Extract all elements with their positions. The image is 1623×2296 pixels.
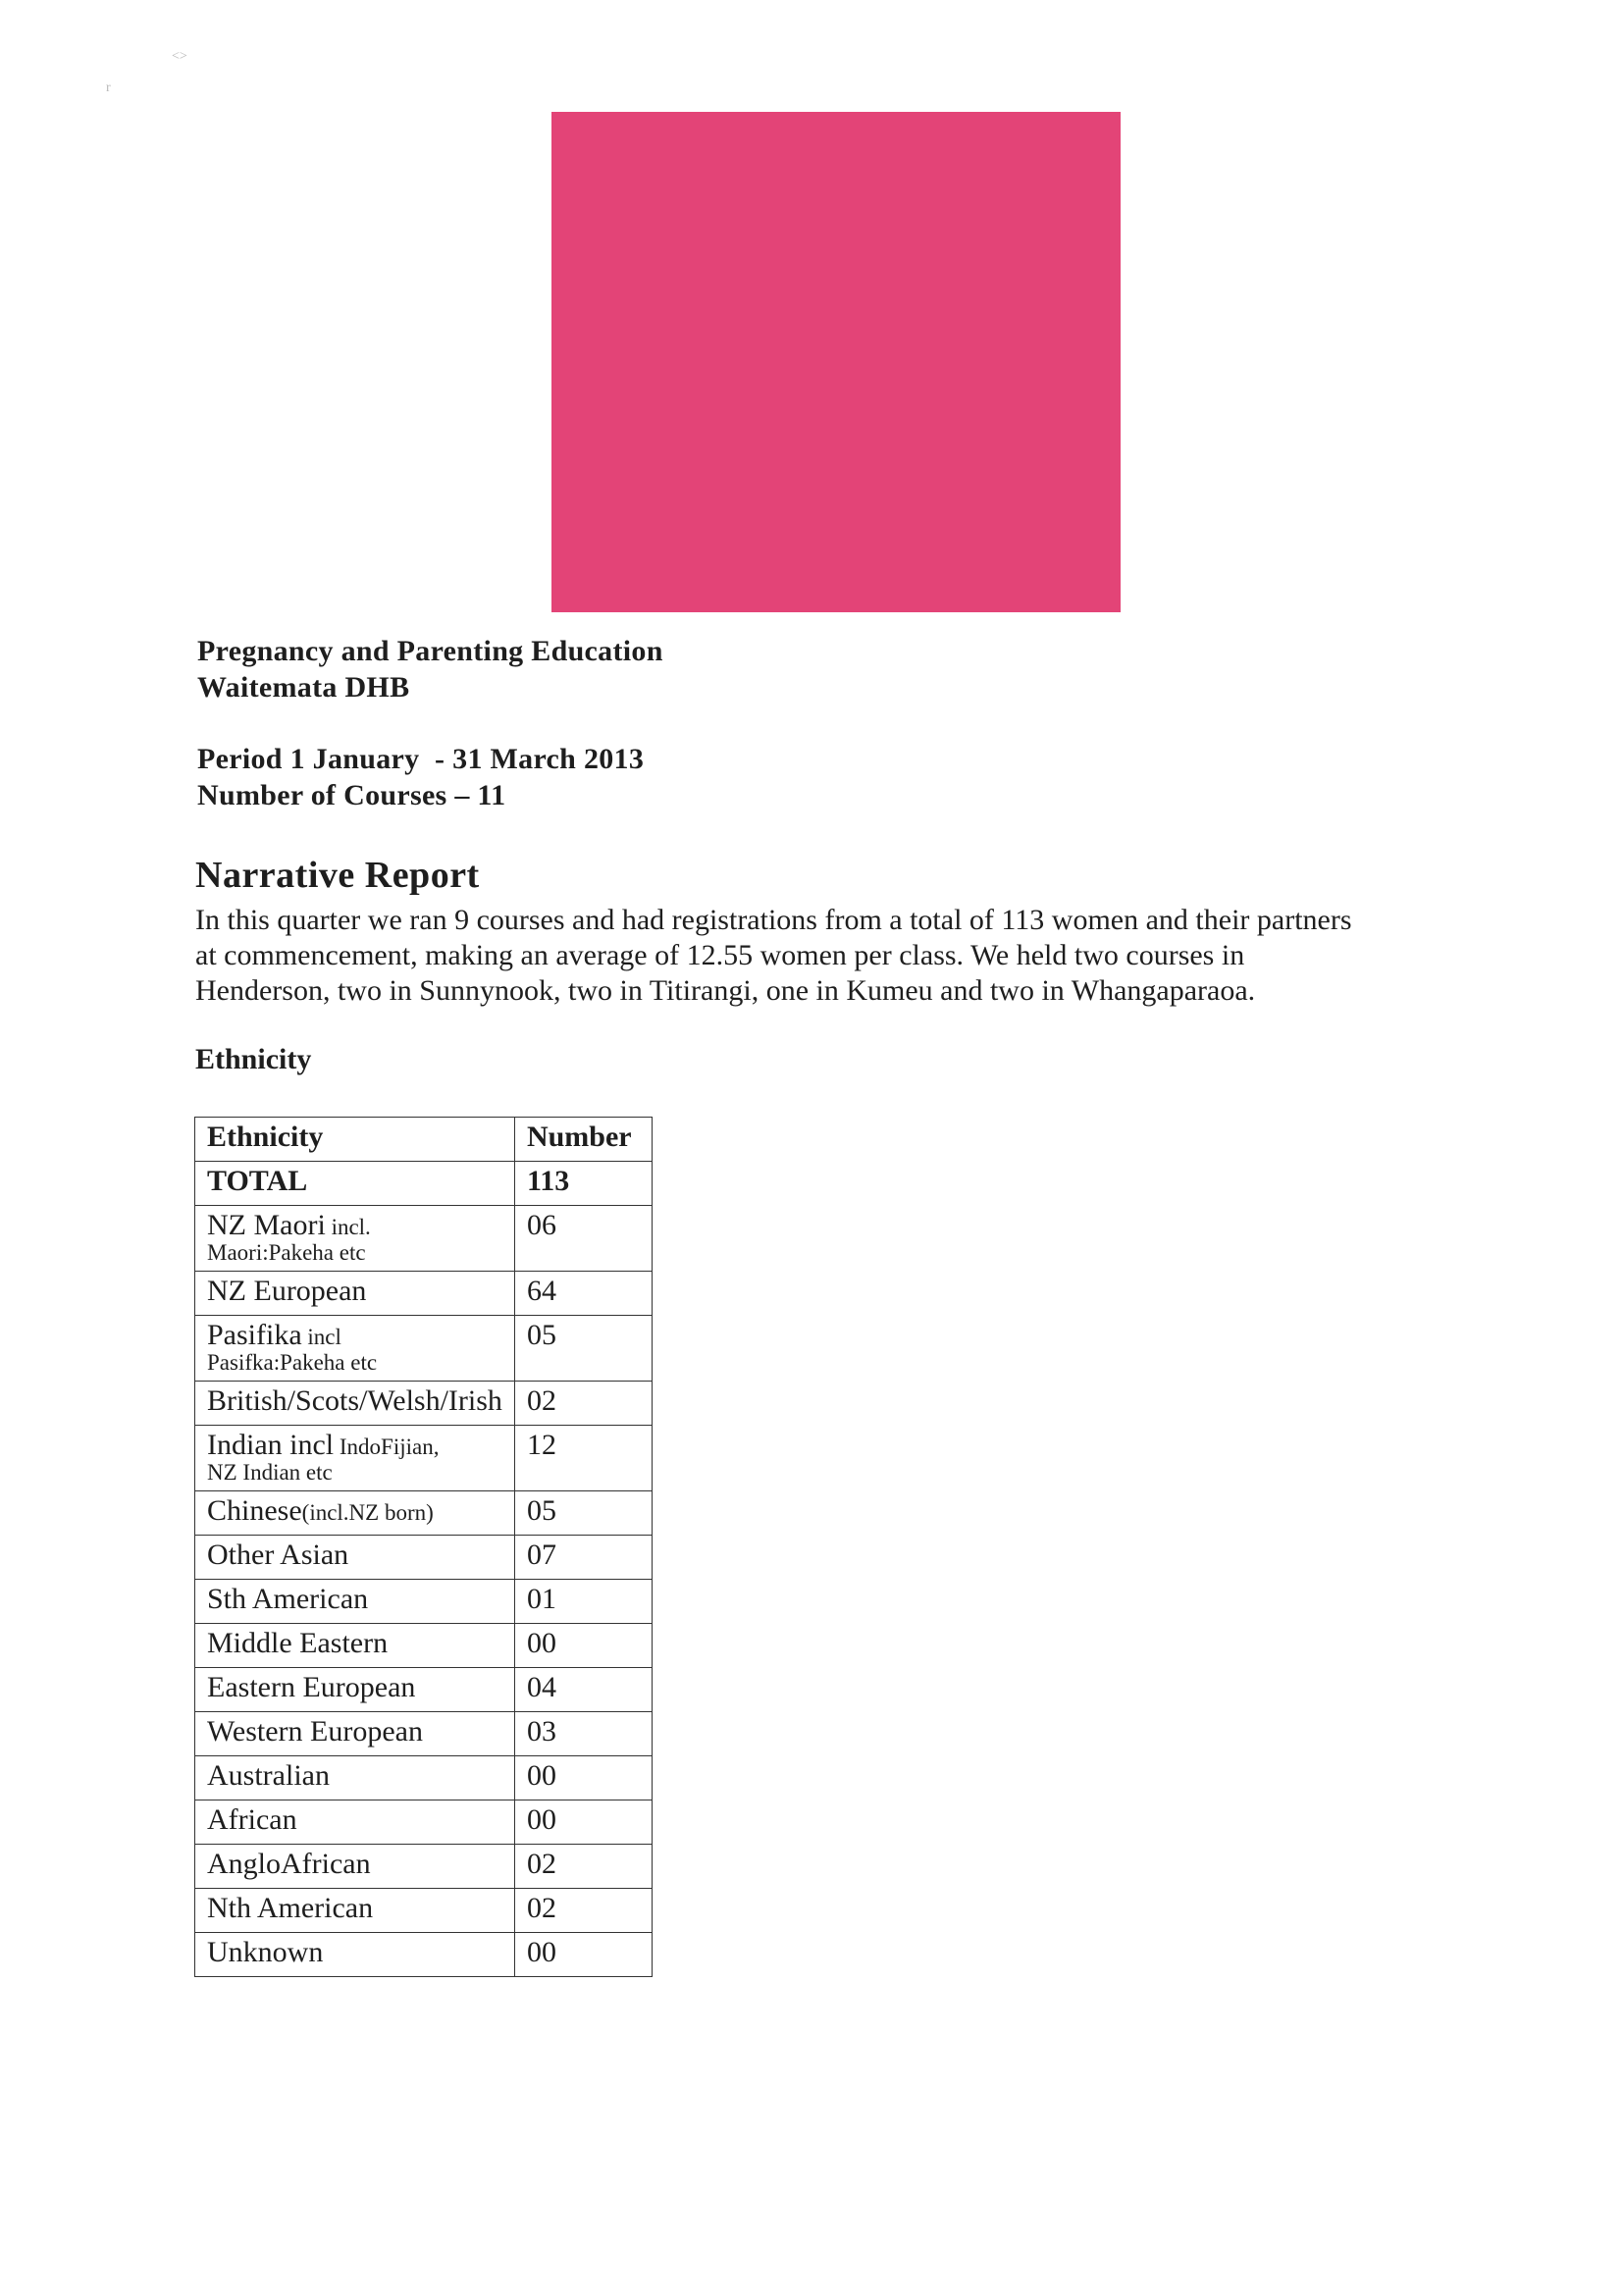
table-row (195, 1536, 653, 1580)
ethnicity-cell (195, 1272, 515, 1316)
table-row (195, 1933, 653, 1977)
ethnicity-subtext: Pasifka:Pakeha etc (207, 1350, 378, 1375)
header-number: Number (514, 1118, 652, 1162)
program-title: Pregnancy and Parenting Education (197, 635, 663, 667)
number-cell: 02 (514, 1845, 652, 1889)
ethnicity-cell (195, 1536, 515, 1580)
total-label: TOTAL (195, 1162, 515, 1206)
ethnicity-label: Western European (207, 1715, 423, 1748)
ethnicity-qualifier: incl (301, 1325, 341, 1349)
ethnicity-qualifier: IndoFijian, (334, 1435, 440, 1459)
table-row (195, 1426, 653, 1491)
ethnicity-label: Sth American (207, 1583, 369, 1615)
number-cell: 64 (514, 1272, 652, 1316)
table-row (195, 1580, 653, 1624)
number-cell: 01 (514, 1580, 652, 1624)
ethnicity-label: Middle Eastern (207, 1627, 389, 1659)
ethnicity-label: Other Asian (207, 1539, 349, 1571)
table-row (195, 1624, 653, 1668)
table-row (195, 1845, 653, 1889)
number-cell: 00 (514, 1800, 652, 1845)
period-line: Period 1 January - 31 March 2013 (197, 743, 645, 775)
period-heading (197, 741, 644, 813)
ethnicity-subtext: NZ Indian etc (207, 1460, 333, 1485)
ethnicity-cell (195, 1316, 515, 1382)
ethnicity-cell (195, 1426, 515, 1491)
total-row (195, 1162, 653, 1206)
total-value: 113 (514, 1162, 652, 1206)
number-cell: 04 (514, 1668, 652, 1712)
ethnicity-cell (195, 1756, 515, 1800)
table-row (195, 1272, 653, 1316)
ethnicity-label: African (207, 1803, 297, 1836)
table-row (195, 1382, 653, 1426)
table-row (195, 1712, 653, 1756)
table-row (195, 1756, 653, 1800)
ethnicity-label: Ethnicity (195, 1043, 312, 1075)
ethnicity-cell (195, 1712, 515, 1756)
table-row (195, 1316, 653, 1382)
pink-image-block (551, 112, 1121, 612)
table-row (195, 1668, 653, 1712)
org-heading (197, 633, 663, 705)
courses-line: Number of Courses – 11 (197, 779, 506, 811)
number-cell: 05 (514, 1491, 652, 1536)
ethnicity-cell (195, 1491, 515, 1536)
ethnicity-cell (195, 1580, 515, 1624)
number-cell: 02 (514, 1889, 652, 1933)
ethnicity-qualifier: (incl.NZ born) (301, 1500, 434, 1525)
ethnicity-cell (195, 1206, 515, 1272)
ethnicity-qualifier: incl. (325, 1215, 371, 1239)
ethnicity-label: Indian incl (207, 1429, 335, 1461)
number-cell: 12 (514, 1426, 652, 1491)
scan-mark: <> (172, 49, 187, 64)
ethnicity-label: Australian (207, 1759, 330, 1792)
ethnicity-cell (195, 1382, 515, 1426)
ethnicity-label: Chinese (207, 1494, 302, 1527)
ethnicity-label: NZ European (207, 1275, 367, 1307)
table-row (195, 1206, 653, 1272)
ethnicity-cell (195, 1624, 515, 1668)
scan-mark: r (106, 80, 111, 95)
ethnicity-subtext: Maori:Pakeha etc (207, 1240, 366, 1265)
ethnicity-label: Eastern European (207, 1671, 416, 1703)
table-header-row (195, 1118, 653, 1162)
ethnicity-label: Unknown (207, 1936, 324, 1968)
number-cell: 00 (514, 1756, 652, 1800)
ethnicity-label: Nth American (207, 1892, 374, 1924)
ethnicity-table (194, 1117, 653, 1977)
table-row (195, 1889, 653, 1933)
ethnicity-cell (195, 1889, 515, 1933)
ethnicity-label: AngloAfrican (207, 1848, 371, 1880)
table-row (195, 1491, 653, 1536)
number-cell: 07 (514, 1536, 652, 1580)
number-cell: 00 (514, 1624, 652, 1668)
table-row (195, 1800, 653, 1845)
number-cell: 05 (514, 1316, 652, 1382)
narrative-body: In this quarter we ran 9 courses and had registrations from a total of 113 women and their partners at commencement, making an average of 12.55 women per class. We held two courses in Henderson, two in Sunnynook, two in Titirangi, one in Kumeu and two in Whangaparaoa. (195, 904, 1352, 1007)
number-cell: 00 (514, 1933, 652, 1977)
ethnicity-cell (195, 1668, 515, 1712)
ethnicity-cell (195, 1933, 515, 1977)
organisation-name: Waitemata DHB (197, 671, 410, 704)
ethnicity-label: Pasifika (207, 1319, 302, 1351)
ethnicity-cell (195, 1845, 515, 1889)
number-cell: 02 (514, 1382, 652, 1426)
ethnicity-label: NZ Maori (207, 1209, 326, 1241)
header-ethnicity: Ethnicity (195, 1118, 515, 1162)
number-cell: 03 (514, 1712, 652, 1756)
number-cell: 06 (514, 1206, 652, 1272)
narrative-title: Narrative Report (195, 855, 480, 896)
ethnicity-cell (195, 1800, 515, 1845)
ethnicity-label: British/Scots/Welsh/Irish (207, 1384, 502, 1417)
